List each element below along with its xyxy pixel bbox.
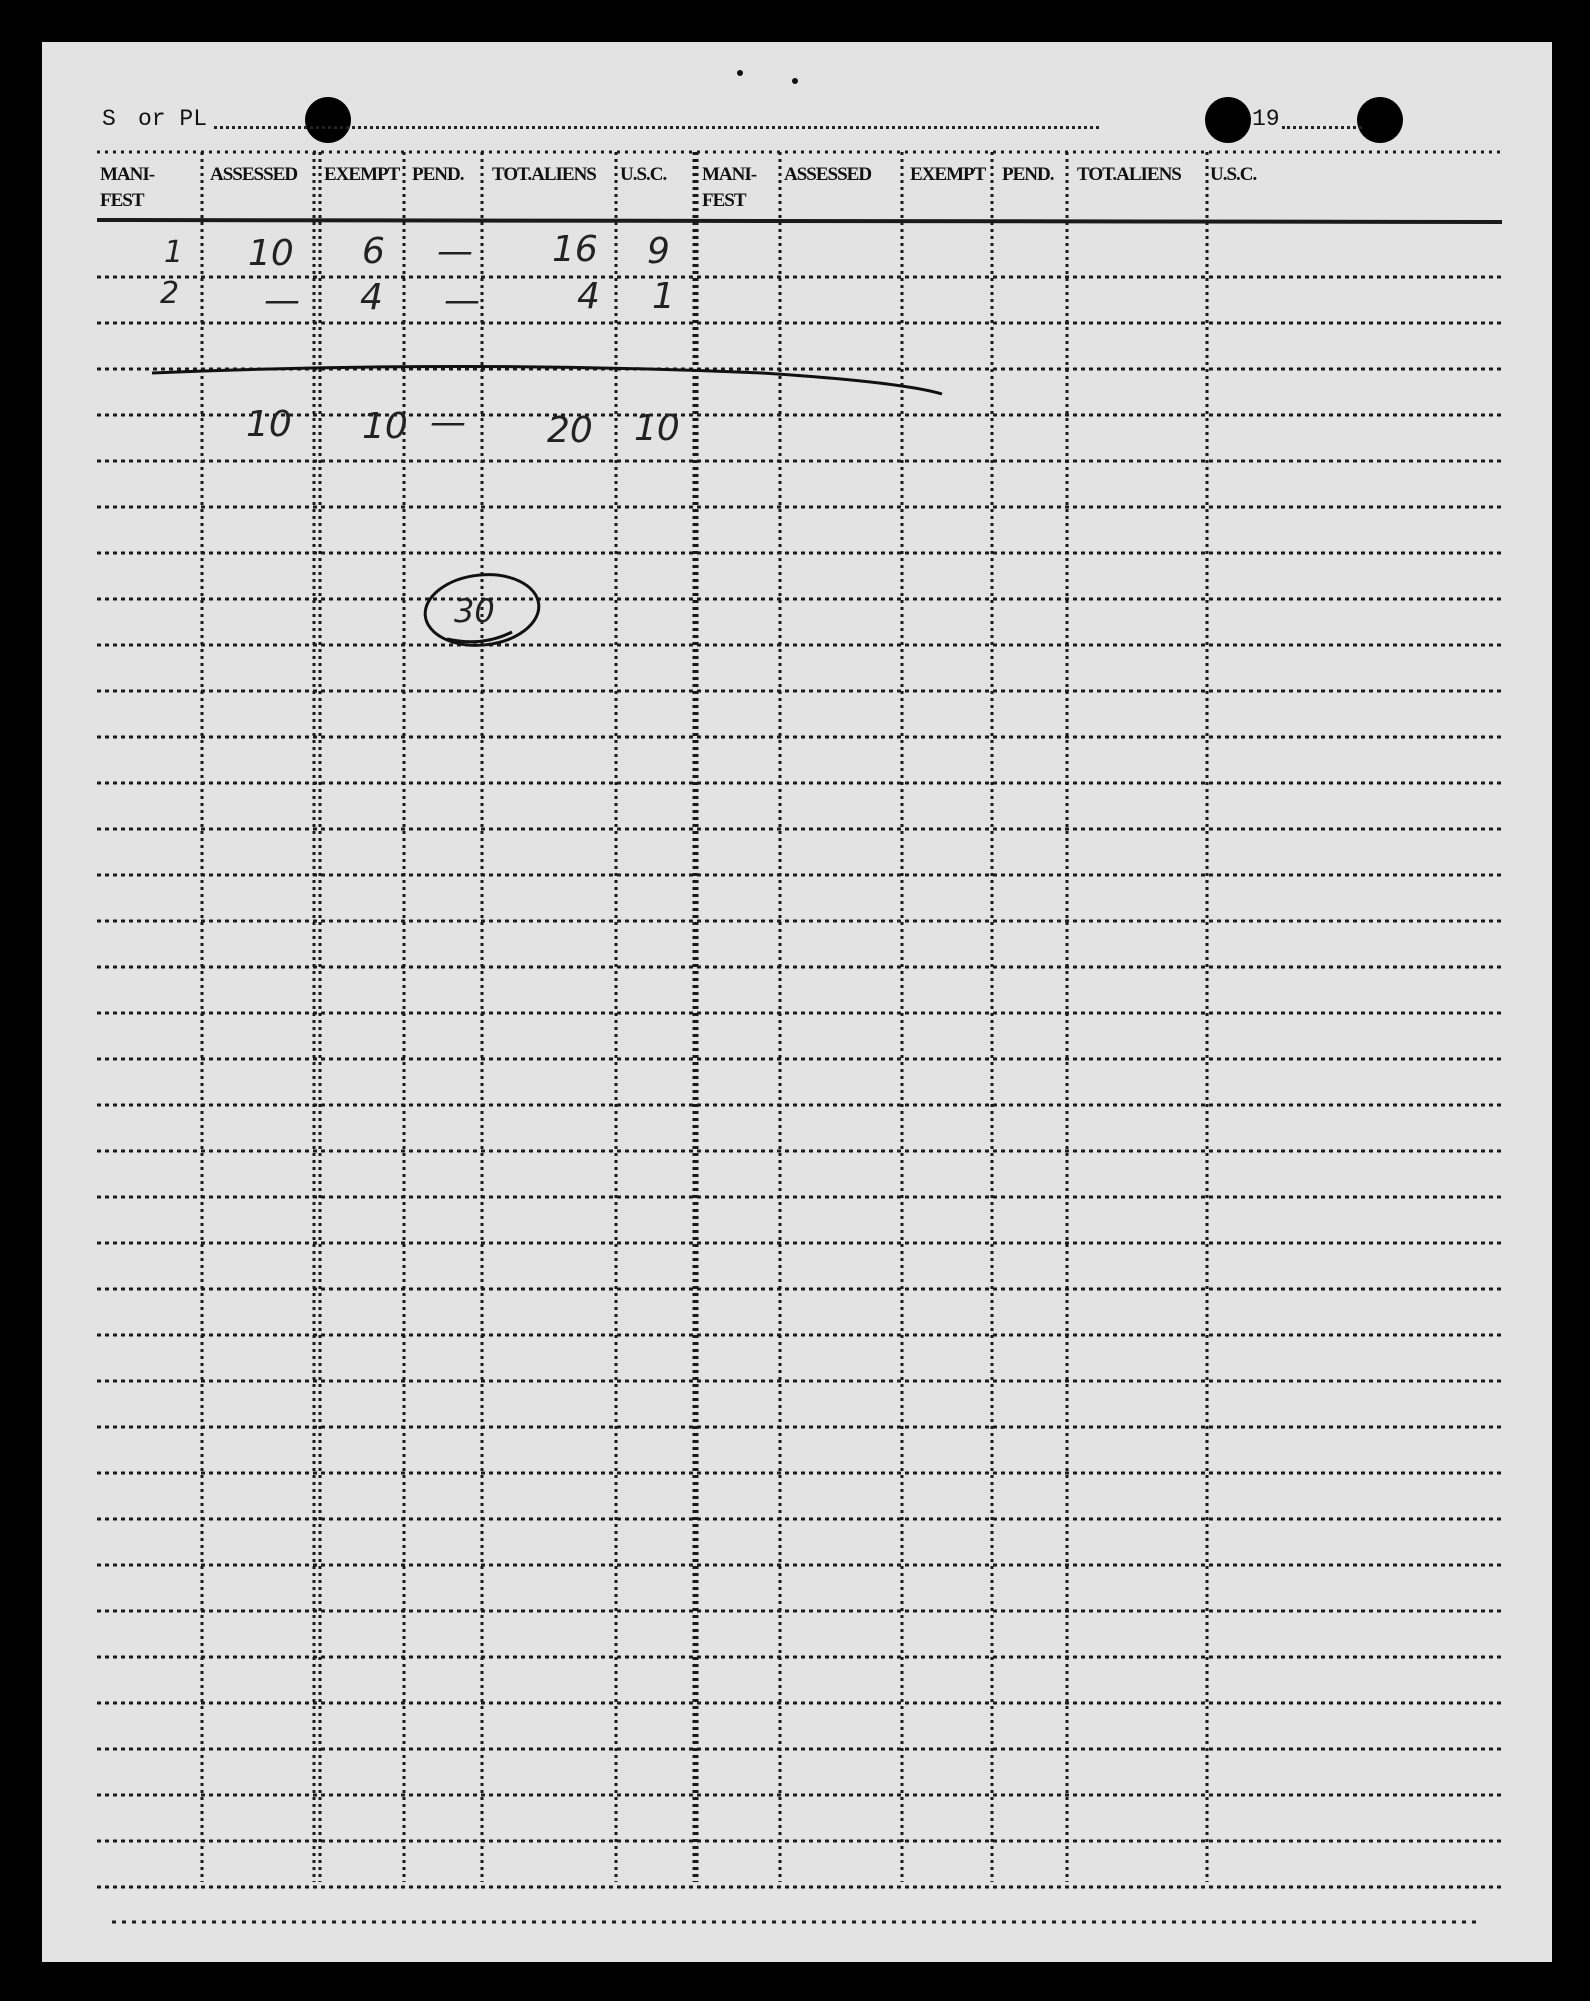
ship-label: S — [102, 106, 116, 132]
row2-exempt: 4 — [360, 277, 383, 318]
total-assessed: 10 — [246, 404, 292, 445]
row1-manifest: 1 — [164, 235, 184, 270]
col-head-left-usc: U.S.C. — [620, 164, 667, 185]
row1-exempt: 6 — [362, 231, 385, 272]
col-head-right-tot-aliens: TOT.ALIENS — [1077, 164, 1181, 185]
total-pend: — — [430, 402, 466, 443]
total-usc: 10 — [634, 408, 680, 449]
row1-pend: — — [437, 231, 473, 272]
row1-tot-aliens: 16 — [552, 229, 598, 270]
col-head-left-manifest: MANI- FEST — [100, 164, 155, 211]
col-head-right-pend: PEND. — [1002, 164, 1054, 185]
circled-total-ring — [42, 42, 1552, 1962]
col-head-right-exempt: EXEMPT — [910, 164, 986, 185]
total-tot-aliens: 20 — [547, 410, 593, 451]
col-head-left-exempt: EXEMPT — [324, 164, 400, 185]
row2-assessed: — — [264, 280, 300, 321]
row2-manifest: 2 — [160, 276, 180, 311]
total-exempt: 10 — [362, 406, 408, 447]
col-head-right-usc: U.S.C. — [1210, 164, 1257, 185]
row1-assessed: 10 — [248, 233, 294, 274]
row1-usc: 9 — [647, 231, 670, 272]
col-head-left-pend: PEND. — [412, 164, 464, 185]
ship-name: or PL — [138, 106, 208, 132]
col-head-right-assessed: ASSESSED — [784, 164, 872, 185]
col-head-left-assessed: ASSESSED — [210, 164, 298, 185]
col-head-left-tot-aliens: TOT.ALIENS — [492, 164, 596, 185]
year-label: 19 — [1252, 106, 1280, 132]
col-head-right-manifest: MANI- FEST — [702, 164, 757, 211]
circled-total: 30 — [454, 592, 495, 630]
ledger-sheet — [42, 42, 1552, 1962]
row2-pend: — — [444, 280, 480, 321]
row2-usc: 1 — [652, 276, 675, 317]
row2-tot-aliens: 4 — [577, 276, 600, 317]
